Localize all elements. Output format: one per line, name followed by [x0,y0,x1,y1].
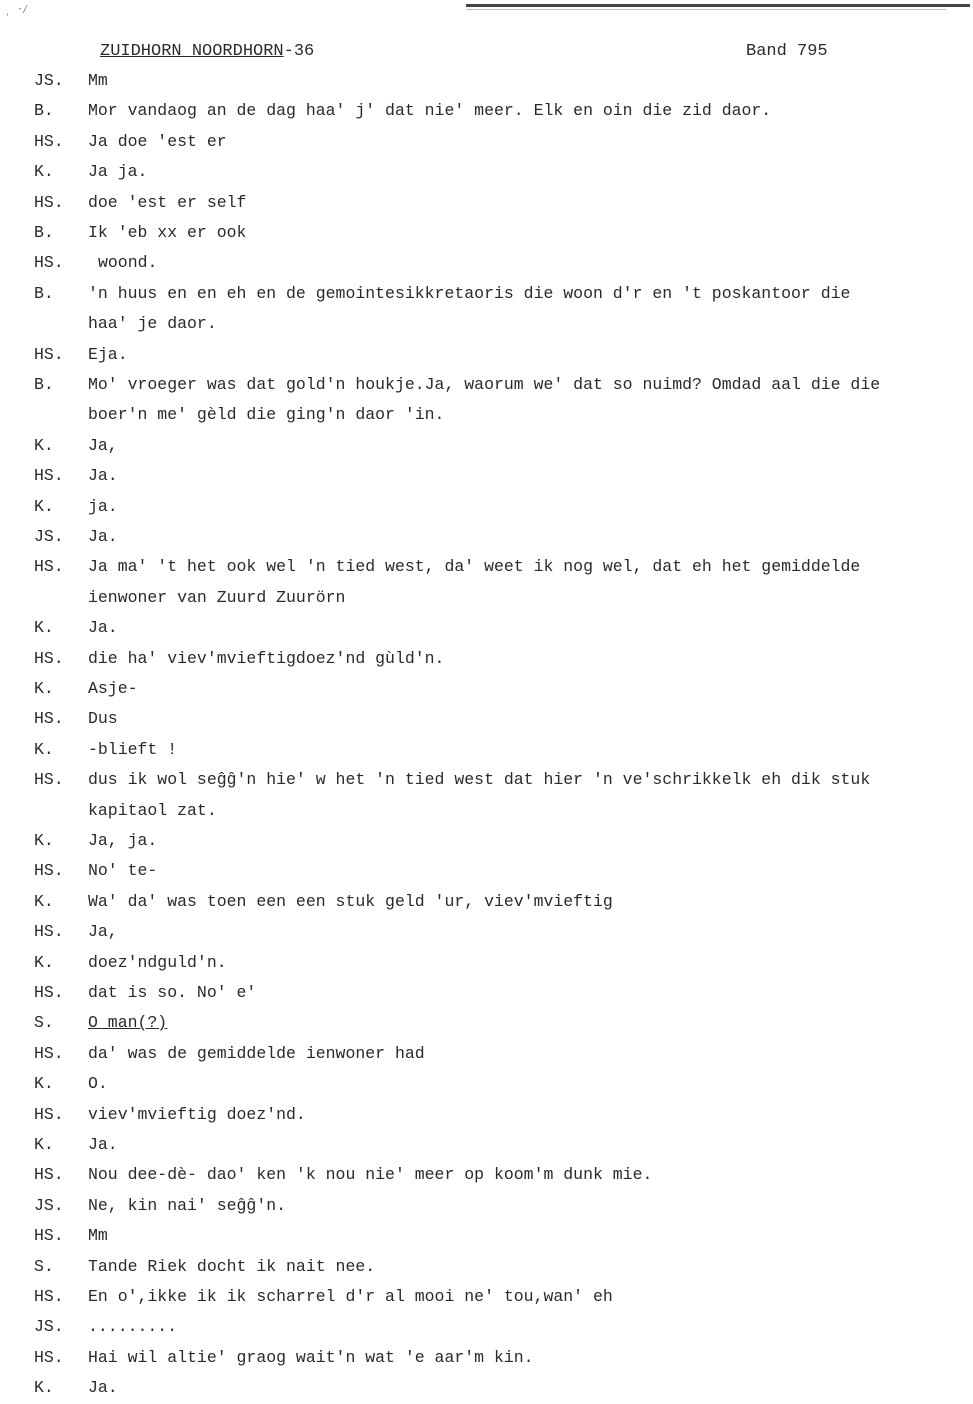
utterance-text: Ja. [88,1378,118,1398]
speaker-label: B. [34,101,54,121]
utterance-text: dus ik wol seĝĝ'n hie' w het 'n tied west dat hier 'n ve'schrikkelk eh dik stuk [88,770,871,790]
page-number: -36 [283,42,315,61]
utterance-text: kapitaol zat. [88,800,217,820]
utterance-text: ja. [88,496,118,516]
utterance-text: Nou dee-dè- dao' ken 'k nou nie' meer op koom'm dunk mie. [88,1165,653,1185]
utterance-text: Ja. [88,527,118,546]
speaker-label: K. [34,891,54,911]
speaker-label: HS. [34,1104,64,1124]
utterance-text: Mm [88,71,108,90]
band-label: Band 795 [746,42,828,61]
utterance-text: doe 'est er self [88,192,247,212]
speaker-label: K. [34,435,54,455]
speaker-label: HS. [34,770,64,790]
speaker-label: HS. [34,983,64,1002]
utterance-text: boer'n me' gèld die ging'n daor 'in. [88,405,445,425]
utterance-text: Tande Riek docht ik nait nee. [88,1256,376,1276]
speaker-label: HS. [34,557,64,577]
utterance-text: O. [88,1074,108,1094]
speaker-label: HS. [34,192,64,212]
utterance-text: woond. [98,253,158,273]
utterance-text: Ja ja. [88,162,148,182]
speaker-label: HS. [34,344,64,364]
speaker-label: HS. [34,709,64,729]
speaker-label: HS. [34,1226,64,1246]
speaker-label: K. [34,496,54,516]
utterance-text: 'n huus en en eh en de gemointesikkretaoris die woon d'r en 't poskantoor die [88,283,851,303]
utterance-text: ienwoner van Zuurd Zuurörn [88,587,346,607]
speaker-label: K. [34,952,54,972]
speaker-label: K. [34,618,54,638]
speaker-label: HS. [34,1043,64,1063]
utterance-text: da' was de gemiddelde ienwoner had [88,1043,425,1063]
utterance-text: O man(?) [88,1013,168,1033]
speaker-label: K. [34,1074,54,1094]
speaker-label: K. [34,831,54,850]
speaker-label: K. [34,1378,54,1398]
speaker-label: B. [34,283,54,303]
speaker-label: HS. [34,1287,64,1306]
speaker-label: HS. [34,253,64,273]
speaker-label: K. [34,162,54,182]
utterance-text: No' te- [88,861,158,881]
utterance-text: Ja. [88,466,118,486]
utterance-text: dat is so. No' e' [88,983,257,1002]
speaker-label: HS. [34,131,64,151]
utterance-text: Eja. [88,344,128,364]
utterance-text: Ja. [88,1135,118,1154]
page-title: ZUIDHORN NOORDHORN [100,42,284,61]
utterance-text: Ik 'eb xx er ook [88,223,247,242]
corner-mark: ˌ ᐧ⁄ [4,3,29,17]
speaker-label: K. [34,679,54,698]
speaker-label: HS. [34,466,64,486]
utterance-text: ......... [88,1317,178,1337]
speaker-label: JS. [34,1317,64,1337]
utterance-text: Asje- [88,679,138,698]
speaker-label: HS. [34,922,64,942]
speaker-label: K. [34,739,54,759]
utterance-text: Ja, [88,922,118,942]
speaker-label: HS. [34,1165,64,1185]
speaker-label: HS. [34,861,64,881]
utterance-text: -blieft ! [88,739,178,759]
utterance-text: haa' je daor. [88,314,217,334]
utterance-text: Wa' da' was toen een een stuk geld 'ur, viev'mvieftig [88,891,613,911]
utterance-text: die ha' viev'mvieftigdoez'nd gùld'n. [88,648,445,668]
speaker-label: B. [34,223,54,242]
utterance-text: En o',ikke ik ik scharrel d'r al mooi ne' tou,wan' eh [88,1287,613,1306]
speaker-label: HS. [34,1347,64,1367]
speaker-label: S. [34,1013,54,1033]
speaker-label: S. [34,1256,54,1276]
utterance-text: Mm [88,1226,108,1246]
utterance-text: Dus [88,709,118,729]
top-rule [466,4,970,7]
page-header [100,42,314,61]
utterance-text: Ja. [88,618,118,638]
utterance-text: Ne, kin nai' seĝĝ'n. [88,1195,287,1215]
speaker-label: HS. [34,648,64,668]
speaker-label: K. [34,1135,54,1154]
utterance-text: Ja doe 'est er [88,131,227,151]
utterance-text: Mo' vroeger was dat gold'n houkje.Ja, waorum we' dat so nuimd? Omdad aal die die [88,375,881,394]
utterance-text: Mor vandaog an de dag haa' j' dat nie' meer. Elk en oin die zid daor. [88,101,772,121]
speaker-label: B. [34,375,54,394]
utterance-text: Ja ma' 't het ook wel 'n tied west, da' weet ik nog wel, dat eh het gemiddelde [88,557,861,577]
utterance-text: viev'mvieftig doez'nd. [88,1104,306,1124]
utterance-text: doez'ndguld'n. [88,952,227,972]
utterance-text: Ja, ja. [88,831,158,850]
utterance-text: Ja, [88,435,118,455]
utterance-text: Hai wil altie' graog wait'n wat 'e aar'm kin. [88,1347,534,1367]
top-rule-thin [466,9,946,10]
speaker-label: JS. [34,527,64,546]
speaker-label: JS. [34,71,64,90]
speaker-label: JS. [34,1195,64,1215]
